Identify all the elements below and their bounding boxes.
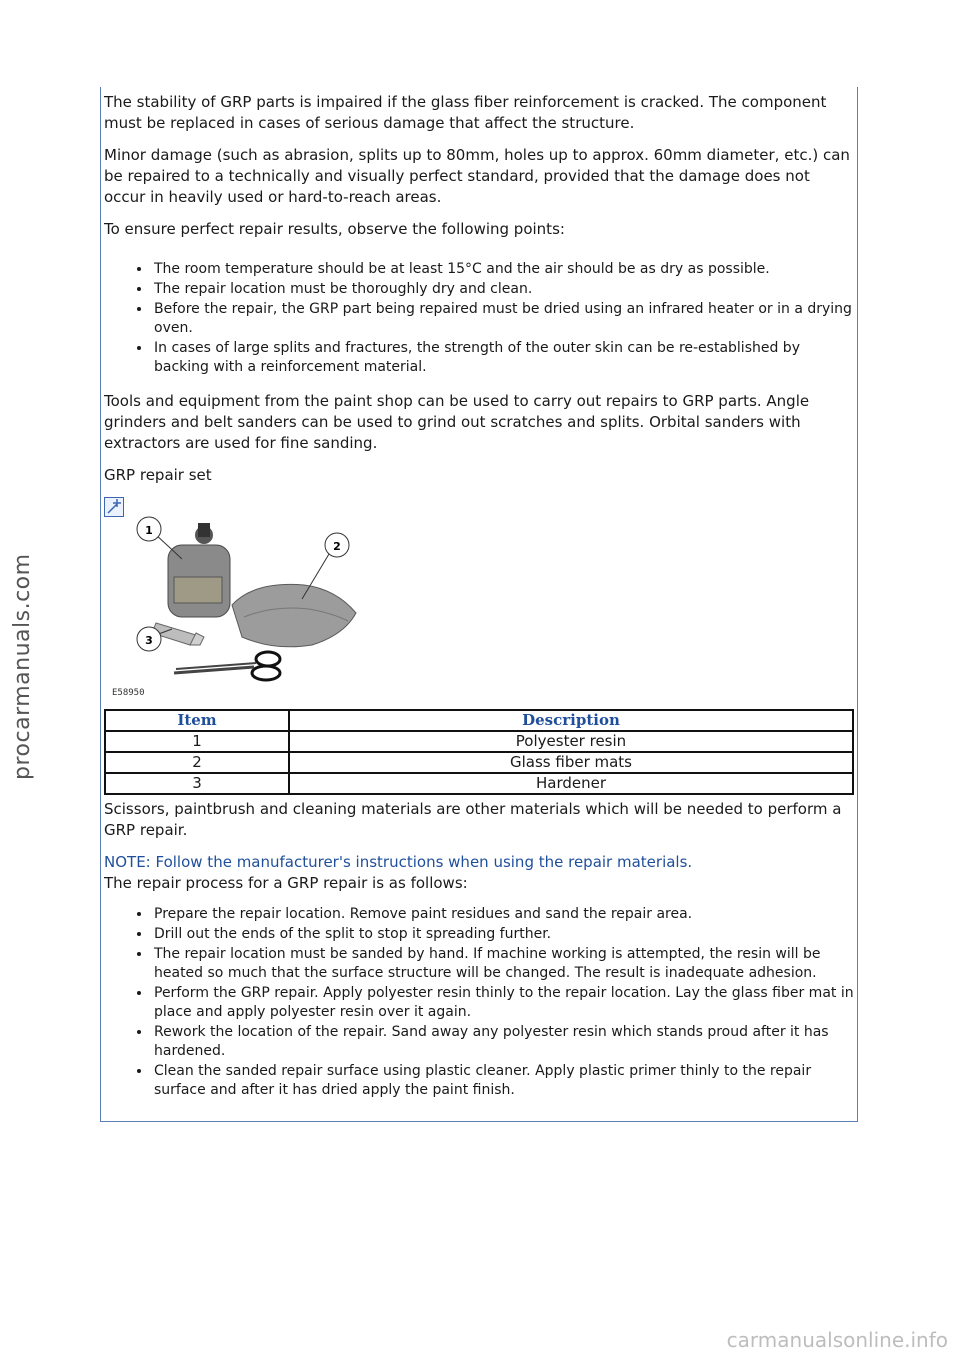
list-item: • The repair location must be thoroughly dry and clean. [152, 280, 854, 299]
repair-conditions-list [104, 260, 854, 377]
callout-3: 3 [145, 634, 153, 647]
tools-paragraph: Tools and equipment from the paint shop can be used to carry out repairs to GRP parts. Angle grinders and belt sanders can be used to grind out scratches and splits. Orbital sanders with extractors are used for fine sanding. [104, 392, 810, 452]
table-header-row [105, 710, 853, 731]
footer-watermark: carmanualsonline.info [726, 1328, 948, 1352]
list-item: • Clean the sanded repair surface using plastic cleaner. Apply plastic primer thinly to the repair surface and after it has dried apply the paint finish. [152, 1062, 854, 1100]
table-row [105, 752, 853, 773]
list-item: • Prepare the repair location. Remove paint residues and sand the repair area. [152, 905, 854, 924]
item-cell: 1 [105, 731, 289, 752]
description-cell: Glass fiber mats [289, 752, 853, 773]
list-item: • Before the repair, the GRP part being repaired must be dried using an infrared heater or in a drying oven. [152, 300, 854, 338]
table-row [105, 773, 853, 794]
list-item: • Rework the location of the repair. Sand away any polyester resin which stands proud after it has hardened. [152, 1023, 854, 1061]
item-cell: 2 [105, 752, 289, 773]
figure-code: E58950 [112, 688, 145, 698]
intro-paragraph: The stability of GRP parts is impaired if the glass fiber reinforcement is cracked. The component must be replaced in cases of serious damage that affect the structure. [104, 93, 827, 132]
points-intro: To ensure perfect repair results, observe the following points: [104, 220, 565, 238]
repair-set-figure [104, 497, 341, 698]
table-row [105, 731, 853, 752]
column-header-description: Description [289, 710, 853, 731]
repair-set-illustration [104, 505, 374, 701]
column-header-item: Item [105, 710, 289, 731]
list-item: • In cases of large splits and fractures, the strength of the outer skin can be re-established by backing with a reinforcement material. [152, 339, 854, 377]
damage-paragraph: Minor damage (such as abrasion, splits up to 80mm, holes up to approx. 60mm diameter, etc.) can be repaired to a technically and visually perfect standard, provided that the damage does not occur in heavily used or hard-to-reach areas. [104, 146, 850, 206]
callout-1: 1 [145, 524, 153, 537]
repair-set-heading: GRP repair set [104, 466, 212, 484]
list-item: • The repair location must be sanded by hand. If machine working is attempted, the resin will be heated so much that the surface structure will be changed. The result is inadequate adhesion. [152, 945, 854, 983]
description-cell: Hardener [289, 773, 853, 794]
list-item: • Perform the GRP repair. Apply polyester resin thinly to the repair location. Lay the glass fiber mat in place and apply polyester resin over it again. [152, 984, 854, 1022]
process-intro: The repair process for a GRP repair is as follows: [104, 874, 468, 892]
list-item: • Drill out the ends of the split to stop it spreading further. [152, 925, 854, 944]
note-text: NOTE: Follow the manufacturer's instructions when using the repair materials. [104, 853, 693, 871]
callout-2: 2 [333, 540, 341, 553]
item-cell: 3 [105, 773, 289, 794]
list-item: • The room temperature should be at least 15°C and the air should be as dry as possible. [152, 260, 854, 279]
materials-paragraph: Scissors, paintbrush and cleaning materials are other materials which will be needed to perform a GRP repair. [104, 800, 842, 839]
description-cell: Polyester resin [289, 731, 853, 752]
side-watermark: procarmanuals.com [10, 553, 35, 780]
parts-table [104, 709, 854, 795]
document-body [104, 92, 854, 1114]
repair-steps-list [104, 905, 854, 1100]
